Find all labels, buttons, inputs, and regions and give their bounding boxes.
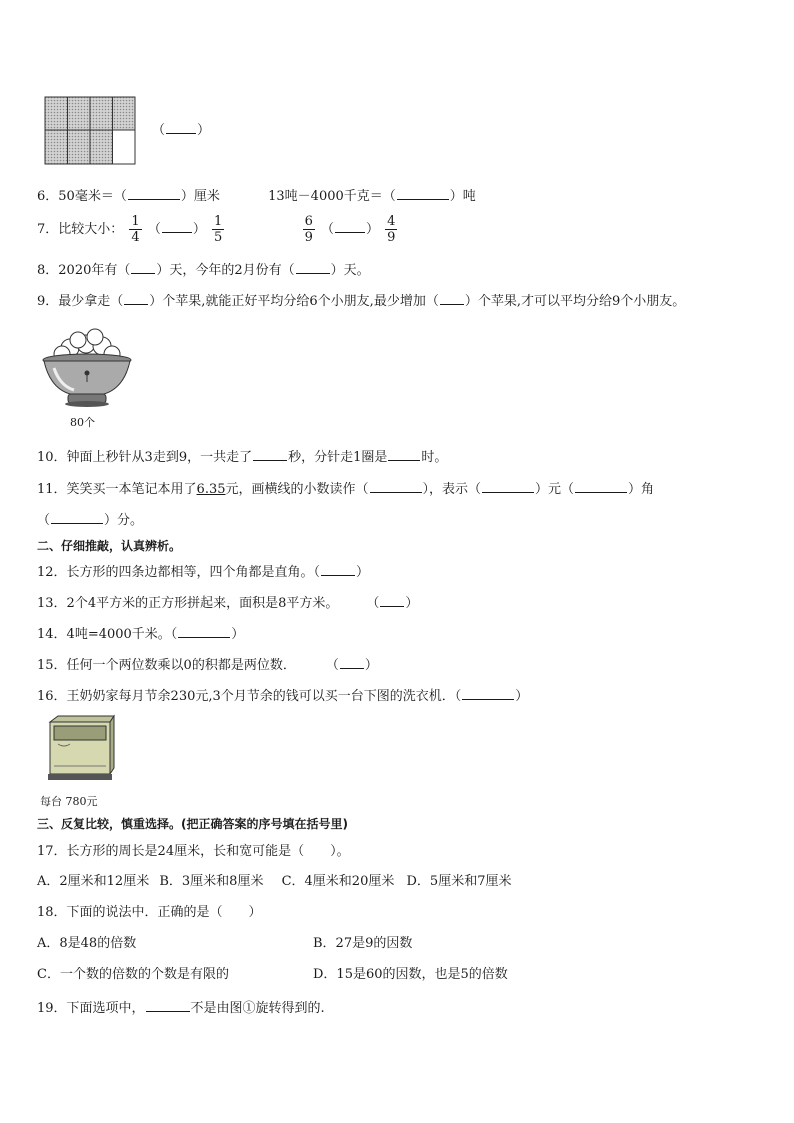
- question-10: 10．钟面上秒针从3走到9，一共走了 秒，分针走1圈是 时。: [37, 447, 447, 467]
- grid-cell: [45, 97, 68, 130]
- question-19: 19．下面选项中， 不是由图①旋转得到的.: [37, 998, 325, 1018]
- section-3-heading: 三、反复比较，慎重选择。(把正确答案的序号填在括号里): [37, 817, 348, 831]
- question-11-cont: （ ）分。: [37, 510, 143, 530]
- answer-blank[interactable]: [462, 686, 514, 700]
- answer-blank[interactable]: [146, 998, 190, 1012]
- answer-blank[interactable]: [397, 186, 449, 200]
- answer-blank[interactable]: [370, 479, 422, 493]
- answer-blank[interactable]: [128, 186, 180, 200]
- fraction: $\frac{4}{9}$: [387, 214, 396, 245]
- shaded-grid-figure: [44, 96, 136, 166]
- answer-blank[interactable]: [131, 260, 155, 274]
- answer-blank[interactable]: [321, 562, 355, 576]
- apple-count-caption: 80个: [70, 416, 95, 429]
- option-b[interactable]: B．3厘米和8厘米: [159, 874, 264, 889]
- underlined-decimal: 6.35: [196, 482, 226, 497]
- washer-price-caption: 每台 780元: [40, 795, 98, 808]
- grid-cell: [90, 97, 113, 130]
- answer-blank[interactable]: [388, 447, 420, 461]
- question-6: 6．50毫米＝（ ）厘米 13吨－4000千克＝（ ）吨: [37, 186, 476, 206]
- apple-basket-image: [40, 328, 136, 412]
- grid-cell: [45, 130, 68, 164]
- answer-blank[interactable]: [335, 219, 365, 233]
- answer-blank[interactable]: [380, 593, 404, 607]
- answer-blank[interactable]: [166, 120, 196, 134]
- section-2-heading: 二、仔细推敲，认真辨析。: [37, 539, 182, 553]
- question-18-option-b[interactable]: B．27是9的因数: [313, 936, 413, 951]
- question-11: 11．笑笑买一本笔记本用了6.35元，画横线的小数读作（ ），表示（ ）元（ ）角: [37, 479, 654, 499]
- answer-blank[interactable]: [51, 510, 103, 524]
- grid-cell: [90, 130, 113, 164]
- option-c[interactable]: C．4厘米和20厘米: [281, 874, 395, 889]
- question-12: 12．长方形的四条边都相等，四个角都是直角。（ ）: [37, 562, 369, 582]
- fraction: $\frac{6}{9}$: [304, 214, 313, 245]
- grid-cell: [113, 97, 136, 130]
- question-14: 14．4吨=4000千米。（ ）: [37, 624, 244, 644]
- grid-cell: [113, 130, 136, 164]
- answer-blank[interactable]: [575, 479, 627, 493]
- question-16: 16．王奶奶家每月节余230元,3个月节余的钱可以买一台下图的洗衣机．（ ）: [37, 686, 528, 706]
- option-d[interactable]: D．5厘米和7厘米: [406, 874, 512, 889]
- question-13: 13．2个4平方米的正方形拼起来，面积是8平方米。 （ ）: [37, 593, 418, 613]
- answer-blank[interactable]: [296, 260, 330, 274]
- question-18-option-c[interactable]: C．一个数的倍数的个数是有限的: [37, 967, 229, 982]
- question-17-options: [37, 873, 511, 891]
- question-18-option-d[interactable]: D．15是60的因数，也是5的倍数: [313, 967, 508, 982]
- question-7: 7．比较大小： $\frac{1}{4}$ （ ） $\frac{1}{5}$ $\frac{6}{9}$ （ ） $\frac{4}{9}$: [37, 214, 396, 245]
- q5-answer: （ ）: [152, 120, 210, 140]
- fraction: $\frac{1}{5}$: [214, 214, 223, 245]
- answer-blank[interactable]: [482, 479, 534, 493]
- grid-cell: [68, 130, 91, 164]
- question-8: 8．2020年有（ ）天，今年的2月份有（ ）天。: [37, 260, 370, 280]
- question-18: 18．下面的说法中．正确的是（ ）: [37, 905, 262, 920]
- answer-blank[interactable]: [124, 291, 148, 305]
- answer-blank[interactable]: [440, 291, 464, 305]
- option-a[interactable]: A．2厘米和12厘米: [37, 874, 150, 889]
- question-17: 17．长方形的周长是24厘米，长和宽可能是（ ）。: [37, 844, 350, 859]
- question-9: 9．最少拿走（ ）个苹果,就能正好平均分给6个小朋友,最少增加（ ）个苹果,才可以平均分给9个小朋友。: [37, 291, 685, 311]
- answer-blank[interactable]: [178, 624, 230, 638]
- answer-blank[interactable]: [253, 447, 287, 461]
- grid-cell: [68, 97, 91, 130]
- answer-blank[interactable]: [340, 655, 364, 669]
- washing-machine-image: [44, 714, 116, 782]
- question-15: 15．任何一个两位数乘以0的积都是两位数． （ ）: [37, 655, 378, 675]
- answer-blank[interactable]: [162, 219, 192, 233]
- fraction: $\frac{1}{4}$: [131, 214, 140, 245]
- question-18-option-a[interactable]: A．8是48的倍数: [37, 936, 137, 951]
